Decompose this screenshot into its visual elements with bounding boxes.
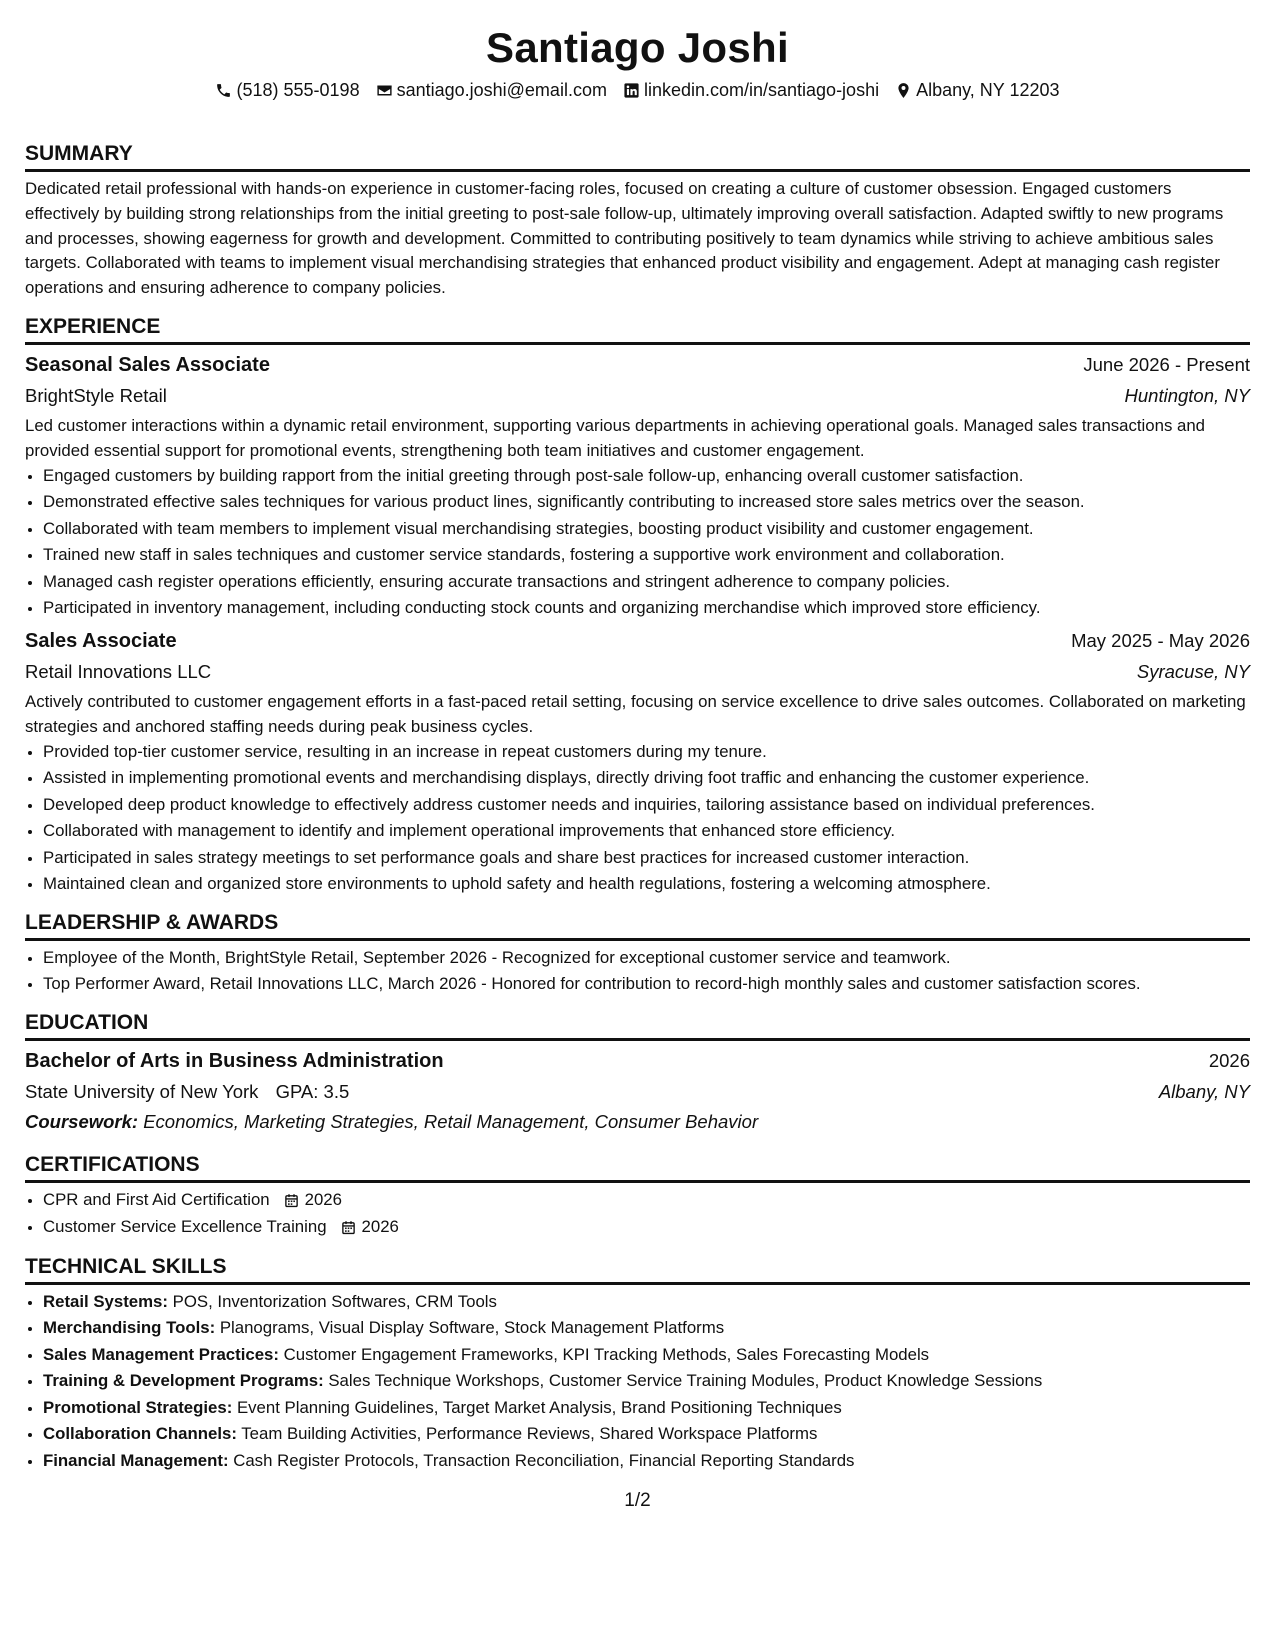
list-item: • Provided top-tier customer service, resulting in an increase in repeat customers during my tenure. — [43, 740, 1250, 765]
job-description: Led customer interactions within a dynamic retail environment, supporting various departments in achieving operational goals. Managed sales transactions and provided essential support for promotional events, strengthening both team initiatives and customer engagement. — [25, 415, 1206, 460]
contact-phone — [215, 78, 359, 102]
candidate-name: Santiago Joshi — [486, 24, 789, 71]
list-item — [43, 1188, 1250, 1213]
skill-label: Training & Development Programs: — [43, 1371, 324, 1391]
section-title-leadership: LEADERSHIP & AWARDS — [25, 910, 1250, 941]
job-bullets — [25, 740, 1250, 897]
list-item — [43, 1396, 1250, 1421]
section-title-summary: SUMMARY — [25, 141, 1250, 172]
skill-value: Planograms, Visual Display Software, Stock Management Platforms — [219, 1318, 725, 1338]
skill-label: Retail Systems: — [43, 1291, 168, 1311]
job-title: Seasonal Sales Associate — [25, 353, 270, 376]
skills-list — [25, 1290, 1250, 1474]
skill-value: Customer Engagement Frameworks, KPI Tracking Methods, Sales Forecasting Models — [283, 1344, 930, 1364]
phone-text: (518) 555-0198 — [236, 80, 360, 100]
coursework-label: Coursework: — [25, 1111, 139, 1133]
list-item: • Participated in sales strategy meetings to set performance goals and share best practices for increased customer interaction. — [43, 846, 1250, 871]
skill-label: Financial Management: — [43, 1450, 229, 1470]
gpa: GPA: 3.5 — [275, 1081, 350, 1103]
location-text: Albany, NY 12203 — [916, 80, 1060, 100]
page-number: 1/2 — [624, 1490, 651, 1511]
list-item: • Maintained clean and organized store environments to uphold safety and health regulations, fostering a welcoming atmosphere. — [43, 872, 1250, 897]
job-dates: May 2025 - May 2026 — [1071, 629, 1250, 651]
job-company: BrightStyle Retail — [25, 384, 167, 406]
list-item — [43, 1449, 1250, 1474]
list-item: • Trained new staff in sales techniques and customer service standards, fostering a supportive work environment and collaboration. — [43, 543, 1250, 568]
certifications-list — [25, 1188, 1250, 1239]
cert-year: 2026 — [361, 1216, 399, 1236]
linkedin-icon — [623, 82, 640, 99]
envelope-icon — [376, 82, 393, 99]
calendar-icon — [341, 1220, 356, 1235]
list-item: • Developed deep product knowledge to effectively address customer needs and inquiries, tailoring assistance based on individual preferences. — [43, 793, 1250, 818]
email-text: santiago.joshi@email.com — [396, 80, 607, 100]
contact-location — [895, 78, 1059, 102]
job-description: Actively contributed to customer engagement efforts in a fast-paced retail setting, focusing on service excellence to drive sales outcomes. Collaborated on marketing strategies and anchored staffing needs during peak business cycles. — [25, 691, 1246, 736]
skill-value: Event Planning Guidelines, Target Market Analysis, Brand Positioning Techniques — [236, 1397, 842, 1417]
list-item: • Collaborated with team members to implement visual merchandising strategies, boosting product visibility and customer engagement. — [43, 517, 1250, 542]
cert-year: 2026 — [304, 1190, 342, 1210]
coursework-list: Economics, Marketing Strategies, Retail Management, Consumer Behavior — [143, 1111, 759, 1133]
list-item: • Top Performer Award, Retail Innovations LLC, March 2026 - Honored for contribution to record-high monthly sales and customer satisfaction scores. — [43, 972, 1250, 997]
list-item — [43, 1290, 1250, 1315]
skill-label: Merchandising Tools: — [43, 1318, 216, 1338]
job-location: Syracuse, NY — [1136, 660, 1250, 682]
coursework — [25, 1108, 1250, 1136]
job-title: Sales Associate — [25, 629, 177, 652]
education-entry — [25, 1047, 1250, 1136]
phone-icon — [215, 82, 232, 99]
school-name: State University of New York — [25, 1081, 259, 1103]
contact-linkedin[interactable] — [623, 78, 879, 102]
graduation-year: 2026 — [1208, 1050, 1250, 1072]
section-title-experience: EXPERIENCE — [25, 314, 1250, 345]
skill-value: POS, Inventorization Softwares, CRM Tools — [172, 1291, 497, 1311]
job-dates: June 2026 - Present — [1083, 353, 1250, 375]
job-bullets — [25, 464, 1250, 621]
section-title-certifications: CERTIFICATIONS — [25, 1152, 1250, 1183]
job-location: Huntington, NY — [1124, 384, 1250, 406]
skill-label: Sales Management Practices: — [43, 1344, 279, 1364]
linkedin-text: linkedin.com/in/santiago-joshi — [643, 80, 880, 100]
calendar-icon — [284, 1193, 299, 1208]
contact-email[interactable] — [376, 78, 607, 102]
list-item: • Demonstrated effective sales techniques for various product lines, significantly contributing to increased store sales metrics over the season. — [43, 490, 1250, 515]
skill-value: Sales Technique Workshops, Customer Service Training Modules, Product Knowledge Sessions — [328, 1371, 1043, 1391]
list-item: • Assisted in implementing promotional events and merchandising displays, directly driving foot traffic and enhancing the customer experience. — [43, 766, 1250, 791]
job-entry — [25, 627, 1250, 897]
section-title-skills: TECHNICAL SKILLS — [25, 1254, 1250, 1285]
degree: Bachelor of Arts in Business Administration — [25, 1050, 444, 1073]
list-item — [43, 1215, 1250, 1240]
list-item — [43, 1316, 1250, 1341]
skill-value: Cash Register Protocols, Transaction Reconciliation, Financial Reporting Standards — [233, 1450, 855, 1470]
resume-page — [25, 0, 1250, 1475]
school-location: Albany, NY — [1158, 1081, 1250, 1103]
skill-label: Promotional Strategies: — [43, 1397, 233, 1417]
cert-name: • Customer Service Excellence Training — [43, 1216, 327, 1236]
list-item: • Engaged customers by building rapport from the initial greeting through post-sale follow-up, enhancing overall customer satisfaction. — [43, 464, 1250, 489]
cert-name: • CPR and First Aid Certification — [43, 1190, 270, 1210]
list-item: • Employee of the Month, BrightStyle Retail, September 2026 - Recognized for exceptional customer service and teamwork. — [43, 946, 1250, 971]
list-item: • Participated in inventory management, including conducting stock counts and organizing merchandise which improved store efficiency. — [43, 596, 1250, 621]
skill-value: Team Building Activities, Performance Reviews, Shared Workspace Platforms — [241, 1424, 818, 1444]
leadership-list — [25, 946, 1250, 997]
map-pin-icon — [895, 82, 912, 99]
job-entry — [25, 351, 1250, 621]
skill-label: Collaboration Channels: — [43, 1424, 237, 1444]
list-item — [43, 1343, 1250, 1368]
list-item: • Collaborated with management to identify and implement operational improvements that enhanced store efficiency. — [43, 819, 1250, 844]
section-title-education: EDUCATION — [25, 1010, 1250, 1041]
summary-text: Dedicated retail professional with hands-on experience in customer-facing roles, focused on creating a culture of customer obsession. Engaged customers effectively by building strong relationships from the initial greeting to post-sale follow-up, ultimately improving overall satisfaction. Adapted swiftly to new programs and processes, showing eagerness for growth and development. Committed to contributing positively to team dynamics while striving to achieve ambitious sales targets. Collaborated with teams to implement visual merchandising strategies that enhanced product visibility and engagement. Adept at managing cash register operations and ensuring adherence to company policies. — [25, 179, 1224, 298]
list-item — [43, 1369, 1250, 1394]
list-item: • Managed cash register operations efficiently, ensuring accurate transactions and stringent adherence to company policies. — [43, 570, 1250, 595]
job-company: Retail Innovations LLC — [25, 660, 212, 682]
contact-bar — [25, 78, 1250, 102]
list-item — [43, 1422, 1250, 1447]
